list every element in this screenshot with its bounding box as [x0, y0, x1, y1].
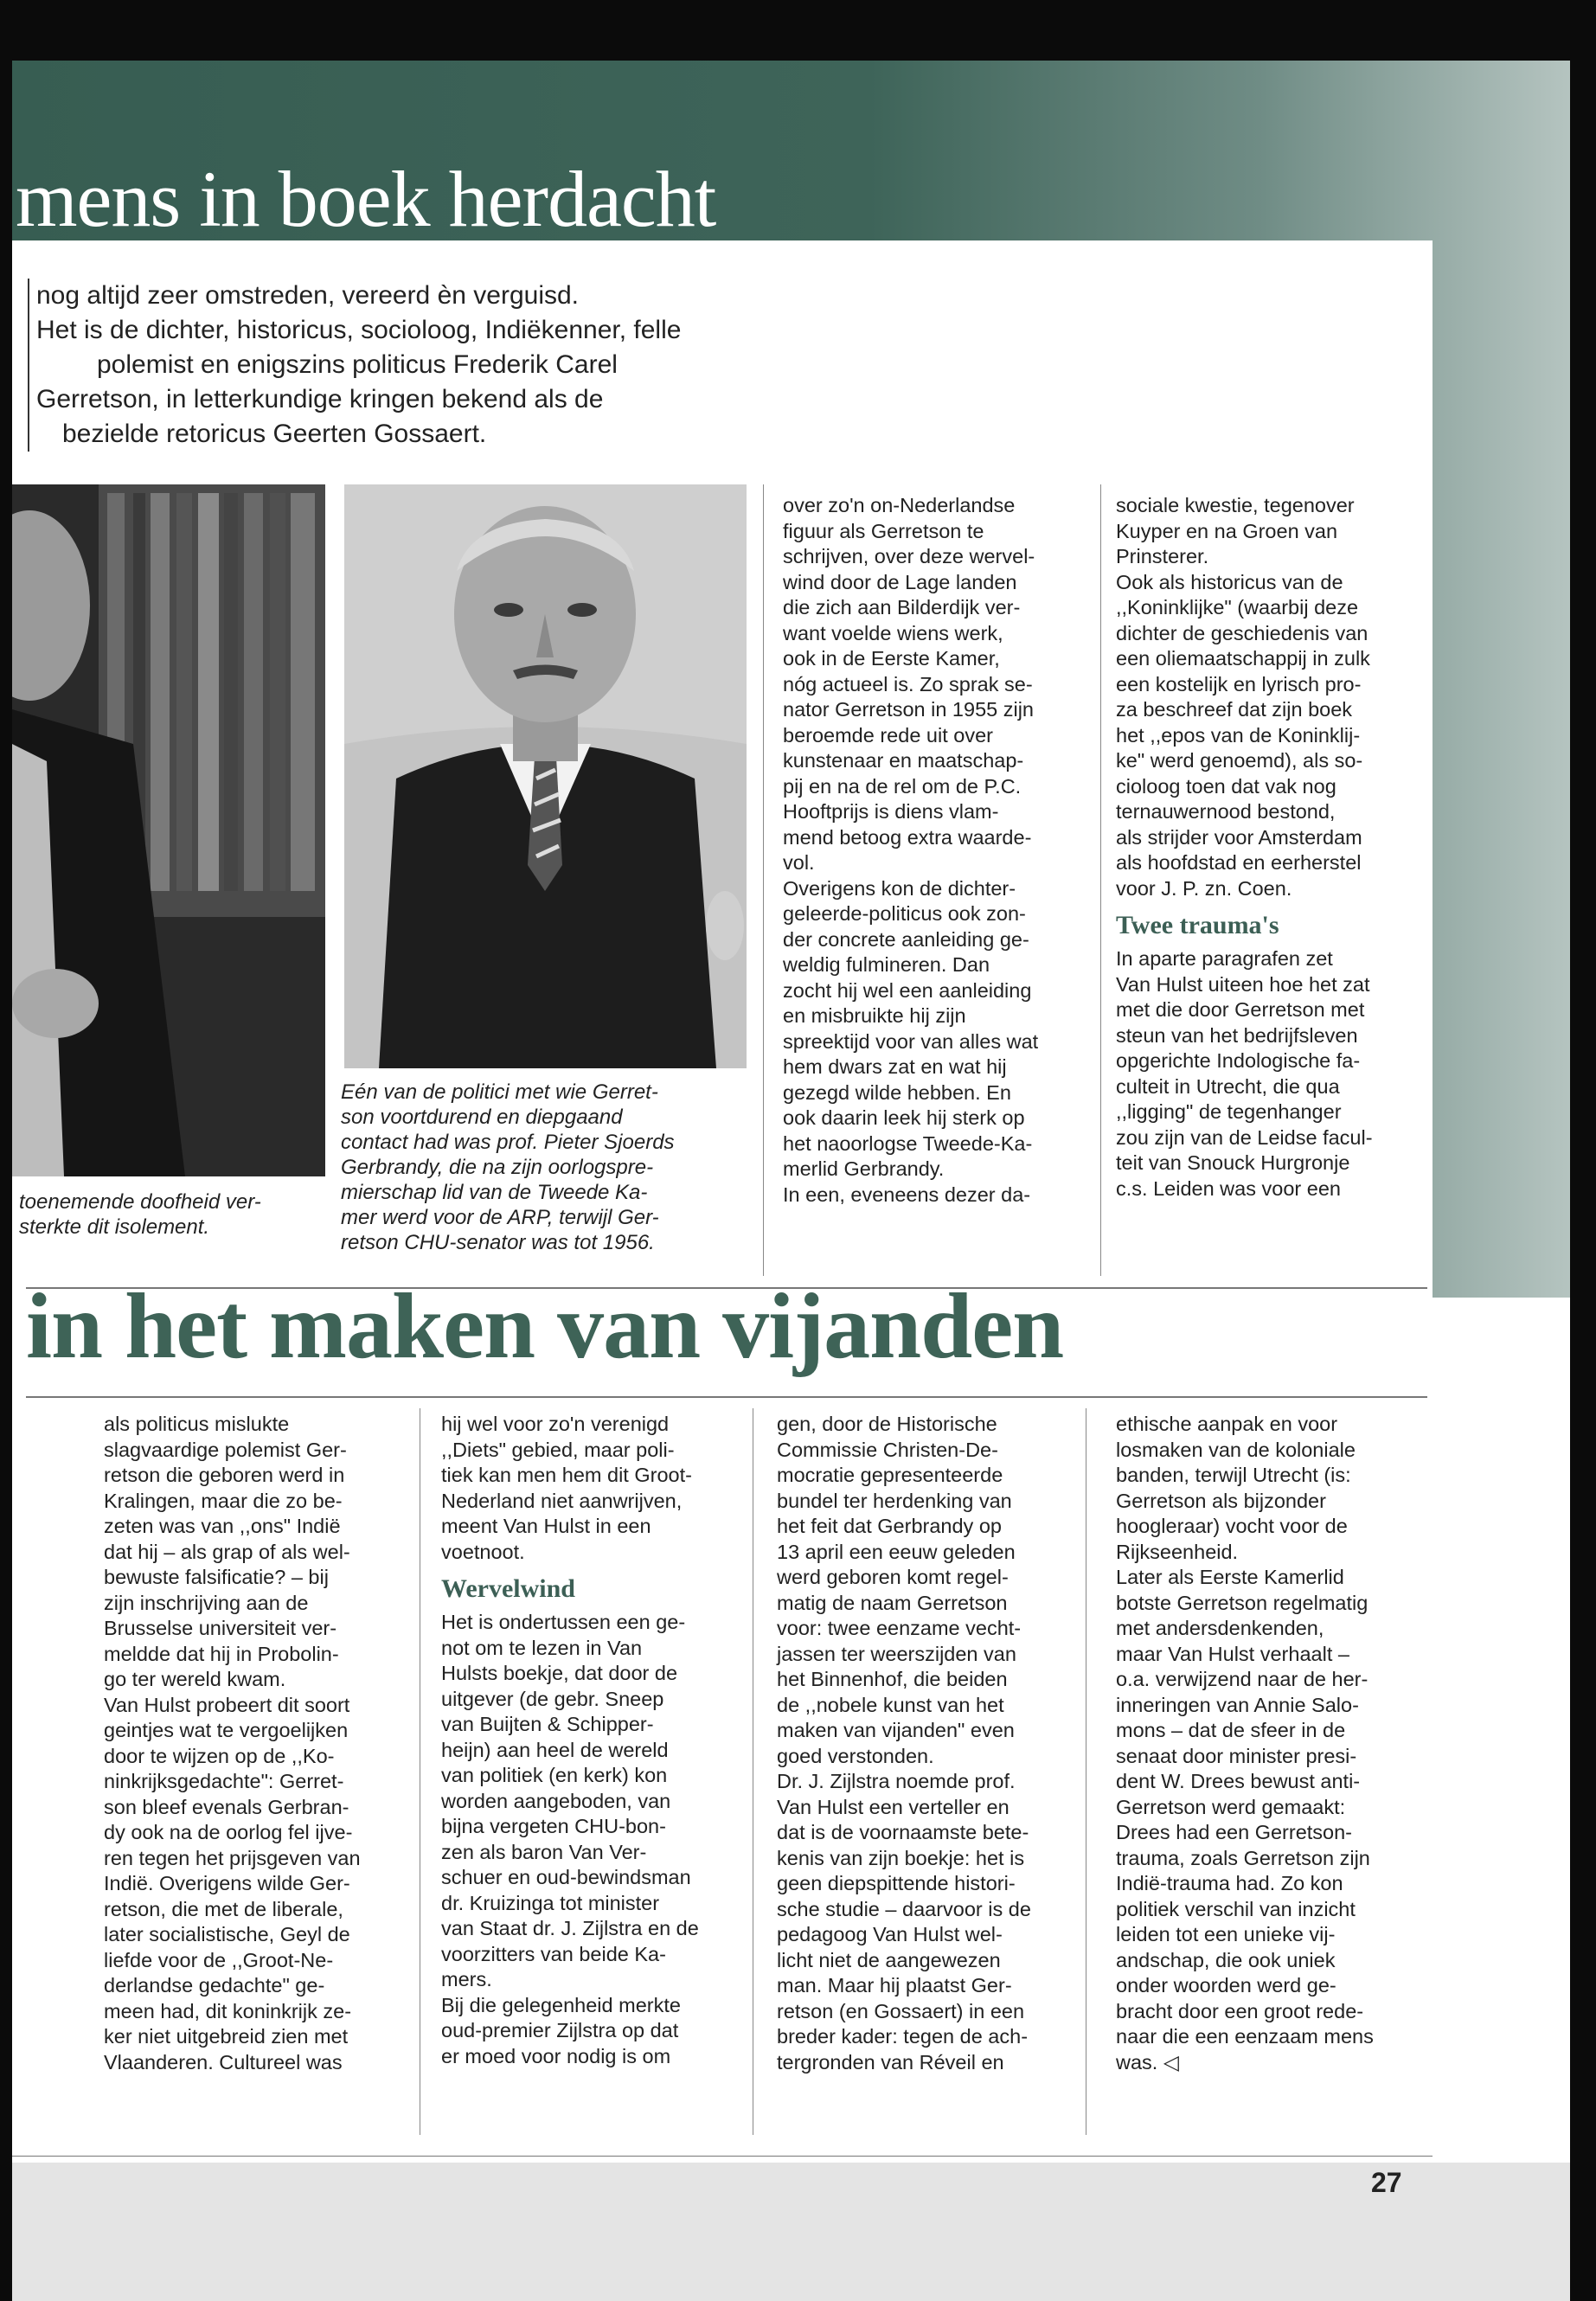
column-line: van politiek (en kerk) kon: [441, 1764, 668, 1786]
column-line: Kuyper en na Groen van: [1116, 519, 1338, 542]
column-line: die zich aan Bilderdijk ver-: [783, 596, 1021, 619]
column-line: maar Van Hulst verhaalt –: [1116, 1642, 1349, 1665]
column-line: maken van vijanden" even: [777, 1719, 1015, 1741]
column-divider: [1100, 484, 1101, 1276]
column-line: later socialistische, Geyl de: [104, 1923, 350, 1945]
column-line: retson, die met de liberale,: [104, 1897, 343, 1920]
column-line: werd geboren komt regel-: [777, 1566, 1009, 1588]
column-line: onder woorden werd ge-: [1116, 1974, 1336, 1997]
column-line: retson die geboren werd in: [104, 1464, 345, 1486]
column-line: wind door de Lage landen: [783, 570, 1017, 593]
column-line: Commissie Christen-De-: [777, 1438, 998, 1461]
column-line: steun van het bedrijfsleven: [1116, 1023, 1358, 1047]
caption-line: contact had was prof. Pieter Sjoerds: [341, 1131, 675, 1154]
column-line: derlandse gedachte" ge-: [104, 1974, 325, 1997]
column-line: zocht hij wel een aanleiding: [783, 978, 1032, 1002]
column-line: Overigens kon de dichter-: [783, 876, 1016, 900]
column-line: schuer en oud-bewindsman: [441, 1866, 691, 1888]
column-line: mend betoog extra waarde-: [783, 825, 1032, 849]
top-black-border: [0, 0, 1596, 61]
column-line: licht niet de aangewezen: [777, 1948, 1001, 1971]
column-line: worden aangeboden, van: [441, 1789, 671, 1812]
column-line: met die door Gerretson met: [1116, 998, 1365, 1021]
column-line: gen, door de Historische: [777, 1413, 997, 1435]
page-bottom-rule: [12, 2156, 1433, 2157]
column-line: met andersdenkenden,: [1116, 1617, 1324, 1639]
column-line: meent Van Hulst in een: [441, 1515, 651, 1537]
column-line: zou zijn van de Leidse facul-: [1116, 1125, 1373, 1149]
column-text-block: [441, 1610, 699, 2069]
caption-line: Gerbrandy, die na zijn oorlogspre-: [341, 1156, 654, 1179]
column-line: Dr. J. Zijlstra noemde prof.: [777, 1770, 1016, 1792]
column-line: leiden tot een unieke vij-: [1116, 1923, 1336, 1945]
photo-left-image: [12, 484, 325, 1176]
column-line: door te wijzen op de ,,Ko-: [104, 1744, 335, 1767]
column-line: banden, terwijl Utrecht (is:: [1116, 1464, 1351, 1486]
column-line: cioloog toen dat vak nog: [1116, 774, 1336, 798]
column-line: der concrete aanleiding ge-: [783, 927, 1029, 951]
column-line: geleerde-politicus ook zon-: [783, 902, 1026, 925]
bottom-grey-margin: [12, 2163, 1570, 2301]
column-line: geen diepspittende histori-: [777, 1872, 1016, 1894]
column-line: ,,ligging" de tegenhanger: [1116, 1100, 1342, 1123]
column-line: uitgever (de gebr. Sneep: [441, 1687, 664, 1710]
caption-line: Eén van de politici met wie Gerret-: [341, 1080, 658, 1104]
column-line: want voelde wiens werk,: [783, 621, 1003, 644]
column-line: heijn) aan heel de wereld: [441, 1738, 669, 1761]
column-line: kunstenaar en maatschap-: [783, 749, 1024, 772]
column-line: voetnoot.: [441, 1540, 525, 1563]
column-line: slagvaardige polemist Ger-: [104, 1438, 347, 1461]
column-line: het ,,epos van de Koninklij-: [1116, 723, 1361, 747]
column-line: Nederland niet aanwrijven,: [441, 1489, 683, 1512]
column-line: gezegd wilde hebben. En: [783, 1080, 1011, 1104]
photo-left-portrait: [12, 484, 325, 1176]
column-line: het naoorlogse Tweede-Ka-: [783, 1131, 1033, 1155]
intro-paragraph: [28, 279, 815, 452]
column-line: Brusselse universiteit ver-: [104, 1617, 337, 1639]
column-line: ke" werd genoemd), als so-: [1116, 749, 1363, 772]
column-line: de ,,nobele kunst van het: [777, 1693, 1004, 1716]
column-line: het Binnenhof, die beiden: [777, 1668, 1008, 1690]
column-line: voor: twee eenzame vecht-: [777, 1617, 1022, 1639]
column-line: mocratie gepresenteerde: [777, 1464, 1003, 1486]
column-line: botste Gerretson regelmatig: [1116, 1591, 1368, 1614]
article-column-bottom-3: [777, 1412, 1031, 2075]
column-line: zen als baron Van Ver-: [441, 1840, 647, 1863]
column-line: van Staat dr. J. Zijlstra en de: [441, 1917, 699, 1939]
column-line: mers.: [441, 1968, 492, 1990]
page-number: 27: [1371, 2167, 1402, 2198]
column-line: beroemde rede uit over: [783, 723, 993, 747]
column-line: mons – dat de sfeer in de: [1116, 1719, 1346, 1741]
photo-right-image: [344, 484, 747, 1068]
column-line: liefde voor de ,,Groot-Ne-: [104, 1948, 334, 1971]
column-line: meen had, dit koninkrijk ze-: [104, 1999, 352, 2022]
column-line: Gerretson als bijzonder: [1116, 1489, 1326, 1512]
column-line: ker niet uitgebreid zien met: [104, 2025, 349, 2048]
column-line: In aparte paragrafen zet: [1116, 947, 1333, 970]
column-line: als strijder voor Amsterdam: [1116, 825, 1362, 849]
caption-line: sterkte dit isolement.: [19, 1215, 210, 1239]
column-text-block: [1116, 493, 1373, 901]
caption-line: retson CHU-senator was tot 1956.: [341, 1231, 655, 1254]
column-line: andschap, die ook uniek: [1116, 1948, 1336, 1971]
subheading-wervelwind: Wervelwind: [441, 1574, 575, 1603]
column-line: goed verstonden.: [777, 1744, 934, 1767]
column-line: 13 april een eeuw geleden: [777, 1540, 1016, 1563]
column-line: o.a. verwijzend naar de her-: [1116, 1668, 1368, 1690]
column-line: Het is ondertussen een ge-: [441, 1611, 686, 1633]
column-line: Later als Eerste Kamerlid: [1116, 1566, 1344, 1588]
column-line: Ook als historicus van de: [1116, 570, 1343, 593]
intro-line: nog altijd zeer omstreden, vereerd èn verguisd.: [36, 281, 580, 310]
column-divider: [763, 484, 764, 1276]
column-line: go ter wereld kwam.: [104, 1668, 286, 1690]
column-text-block: [1116, 946, 1373, 1202]
column-text-block: [441, 1412, 699, 1565]
column-line: een kostelijk en lyrisch pro-: [1116, 672, 1362, 695]
column-line: ninkrijksgedachte": Gerret-: [104, 1770, 344, 1792]
column-line: Van Hulst een verteller en: [777, 1795, 1010, 1818]
column-line: Hulsts boekje, dat door de: [441, 1662, 678, 1684]
column-line: matig de naam Gerretson: [777, 1591, 1008, 1614]
column-line: not om te lezen in Van: [441, 1636, 643, 1659]
column-line: teit van Snouck Hurgronje: [1116, 1151, 1350, 1174]
column-line: Drees had een Gerretson-: [1116, 1821, 1353, 1843]
column-line: Indië-trauma had. Zo kon: [1116, 1872, 1343, 1894]
caption-line: toenemende doofheid ver-: [19, 1190, 261, 1214]
column-line: naar die een eenzaam mens: [1116, 2025, 1374, 2048]
column-line: retson (en Gossaert) in een: [777, 1999, 1025, 2022]
column-line: son bleef evenals Gerbran-: [104, 1795, 349, 1818]
column-line: hoogleraar) vocht voor de: [1116, 1515, 1348, 1537]
column-line: dr. Kruizinga tot minister: [441, 1891, 660, 1914]
column-line: bundel ter herdenking van: [777, 1489, 1012, 1512]
column-line: losmaken van de koloniale: [1116, 1438, 1356, 1461]
column-line: politiek verschil van inzicht: [1116, 1897, 1356, 1920]
column-line: man. Maar hij plaatst Ger-: [777, 1974, 1012, 1997]
column-line: er moed voor nodig is om: [441, 2044, 671, 2067]
column-line: Vlaanderen. Cultureel was: [104, 2050, 343, 2073]
column-line: inneringen van Annie Salo-: [1116, 1693, 1359, 1716]
column-line: nóg actueel is. Zo sprak se-: [783, 672, 1033, 695]
column-line: Van Hulst uiteen hoe het zat: [1116, 972, 1370, 996]
column-line: culteit in Utrecht, die qua: [1116, 1074, 1340, 1098]
column-line: spreektijd voor van alles wat: [783, 1029, 1039, 1053]
column-line: opgerichte Indologische fa-: [1116, 1049, 1361, 1072]
column-line: Rijkseenheid.: [1116, 1540, 1239, 1563]
column-line: breder kader: tegen de ach-: [777, 2025, 1029, 2048]
column-line: en misbruikte hij zijn: [783, 1004, 966, 1027]
column-line: ook in de Eerste Kamer,: [783, 647, 1000, 670]
column-line: ethische aanpak en voor: [1116, 1413, 1338, 1435]
intro-line: Gerretson, in letterkundige kringen bekend als de: [36, 385, 604, 413]
column-line: Van Hulst probeert dit soort: [104, 1693, 350, 1716]
article-column-bottom-2: [441, 1412, 699, 2069]
column-line: ook daarin leek hij sterk op: [783, 1106, 1025, 1129]
intro-line: Het is de dichter, historicus, socioloog, Indiëkenner, felle: [36, 316, 682, 344]
subheading-twee-traumas: Twee trauma's: [1116, 911, 1279, 939]
column-line: dy ook na de oorlog fel ijve-: [104, 1821, 353, 1843]
column-line: oud-premier Zijlstra op dat: [441, 2019, 679, 2041]
headline-rule-bottom: [26, 1396, 1427, 1398]
right-black-border: [1570, 0, 1596, 2301]
column-line: Kralingen, maar die zo be-: [104, 1489, 343, 1512]
column-line: voorzitters van beide Ka-: [441, 1942, 666, 1965]
caption-right: [341, 1080, 675, 1255]
article-column-top-3: [783, 493, 1038, 1208]
article-column-bottom-1: [104, 1412, 361, 2075]
column-line: het feit dat Gerbrandy op: [777, 1515, 1002, 1537]
column-line: ,,Diets" gebied, maar poli-: [441, 1438, 675, 1461]
left-black-border: [0, 0, 12, 2301]
column-line: tergronden van Réveil en: [777, 2050, 1004, 2073]
column-line: dichter de geschiedenis van: [1116, 621, 1368, 644]
column-line: van Buijten & Schipper-: [441, 1713, 654, 1735]
column-line: meldde dat hij in Probolin-: [104, 1642, 339, 1665]
column-line: geintjes wat te vergoelijken: [104, 1719, 349, 1741]
column-line: Hooftprijs is diens vlam-: [783, 800, 999, 823]
column-line: was. ◁: [1116, 2050, 1179, 2073]
column-line: trauma, zoals Gerretson zijn: [1116, 1846, 1370, 1869]
intro-line: bezielde retoricus Geerten Gossaert.: [62, 420, 487, 448]
column-line: Bij die gelegenheid merkte: [441, 1993, 681, 2016]
photo-right-portrait: [344, 484, 747, 1068]
column-line: dat hij – als grap of als wel-: [104, 1540, 350, 1563]
caption-left: [19, 1189, 261, 1240]
column-line: voor J. P. zn. Coen.: [1116, 876, 1292, 900]
column-line: dat is de voornaamste bete-: [777, 1821, 1029, 1843]
column-line: hij wel voor zo'n verenigd: [441, 1413, 670, 1435]
column-line: za beschreef dat zijn boek: [1116, 698, 1353, 721]
article-column-top-4: [1116, 493, 1373, 1202]
column-line: pij en na de rel om de P.C.: [783, 774, 1022, 798]
caption-line: mierschap lid van de Tweede Ka-: [341, 1181, 648, 1204]
column-line: merlid Gerbrandy.: [783, 1157, 945, 1180]
caption-line: mer werd voor de ARP, terwijl Ger-: [341, 1206, 659, 1229]
caption-line: son voortdurend en diepgaand: [341, 1106, 623, 1129]
column-line: ,,Koninklijke" (waarbij deze: [1116, 596, 1359, 619]
column-line: In een, eveneens dezer da-: [783, 1183, 1031, 1206]
column-line: c.s. Leiden was voor een: [1116, 1176, 1341, 1200]
column-line: hem dwars zat en wat hij: [783, 1055, 1007, 1078]
column-line: dent W. Drees bewust anti-: [1116, 1770, 1361, 1792]
column-line: schrijven, over deze wervel-: [783, 545, 1035, 567]
column-line: over zo'n on-Nederlandse: [783, 494, 1016, 516]
column-line: Indië. Overigens wilde Ger-: [104, 1872, 350, 1894]
column-line: een oliemaatschappij in zulk: [1116, 647, 1370, 670]
headline-main: in het maken van vijanden: [26, 1275, 1064, 1378]
column-line: senaat door minister presi-: [1116, 1744, 1357, 1767]
article-column-bottom-4: [1116, 1412, 1374, 2075]
column-line: weldig fulmineren. Dan: [783, 953, 990, 976]
column-line: tiek kan men hem dit Groot-: [441, 1464, 692, 1486]
column-line: bewuste falsificatie? – bij: [104, 1566, 329, 1588]
column-line: figuur als Gerretson te: [783, 519, 984, 542]
column-line: zeten was van ,,ons" Indië: [104, 1515, 341, 1537]
column-line: ternauwernood bestond,: [1116, 800, 1336, 823]
intro-line: polemist en enigszins politicus Frederik Carel: [97, 350, 618, 379]
column-line: zijn inschrijving aan de: [104, 1591, 309, 1614]
column-line: jassen ter weerszijden van: [777, 1642, 1016, 1665]
column-line: vol.: [783, 851, 815, 874]
column-line: bijna vergeten CHU-bon-: [441, 1815, 666, 1837]
headline-top: mens in boek herdacht: [16, 155, 716, 243]
column-line: Gerretson werd gemaakt:: [1116, 1795, 1346, 1818]
column-line: Prinsterer.: [1116, 545, 1209, 567]
column-line: ren tegen het prijsgeven van: [104, 1846, 361, 1869]
column-line: als politicus mislukte: [104, 1413, 290, 1435]
column-line: sche studie – daarvoor is de: [777, 1897, 1031, 1920]
column-line: als hoofdstad en eerherstel: [1116, 851, 1362, 874]
column-line: kenis van zijn boekje: het is: [777, 1846, 1025, 1869]
column-line: pedagoog Van Hulst wel-: [777, 1923, 1003, 1945]
column-line: nator Gerretson in 1955 zijn: [783, 698, 1034, 721]
column-line: sociale kwestie, tegenover: [1116, 494, 1355, 516]
column-line: bracht door een groot rede-: [1116, 1999, 1364, 2022]
